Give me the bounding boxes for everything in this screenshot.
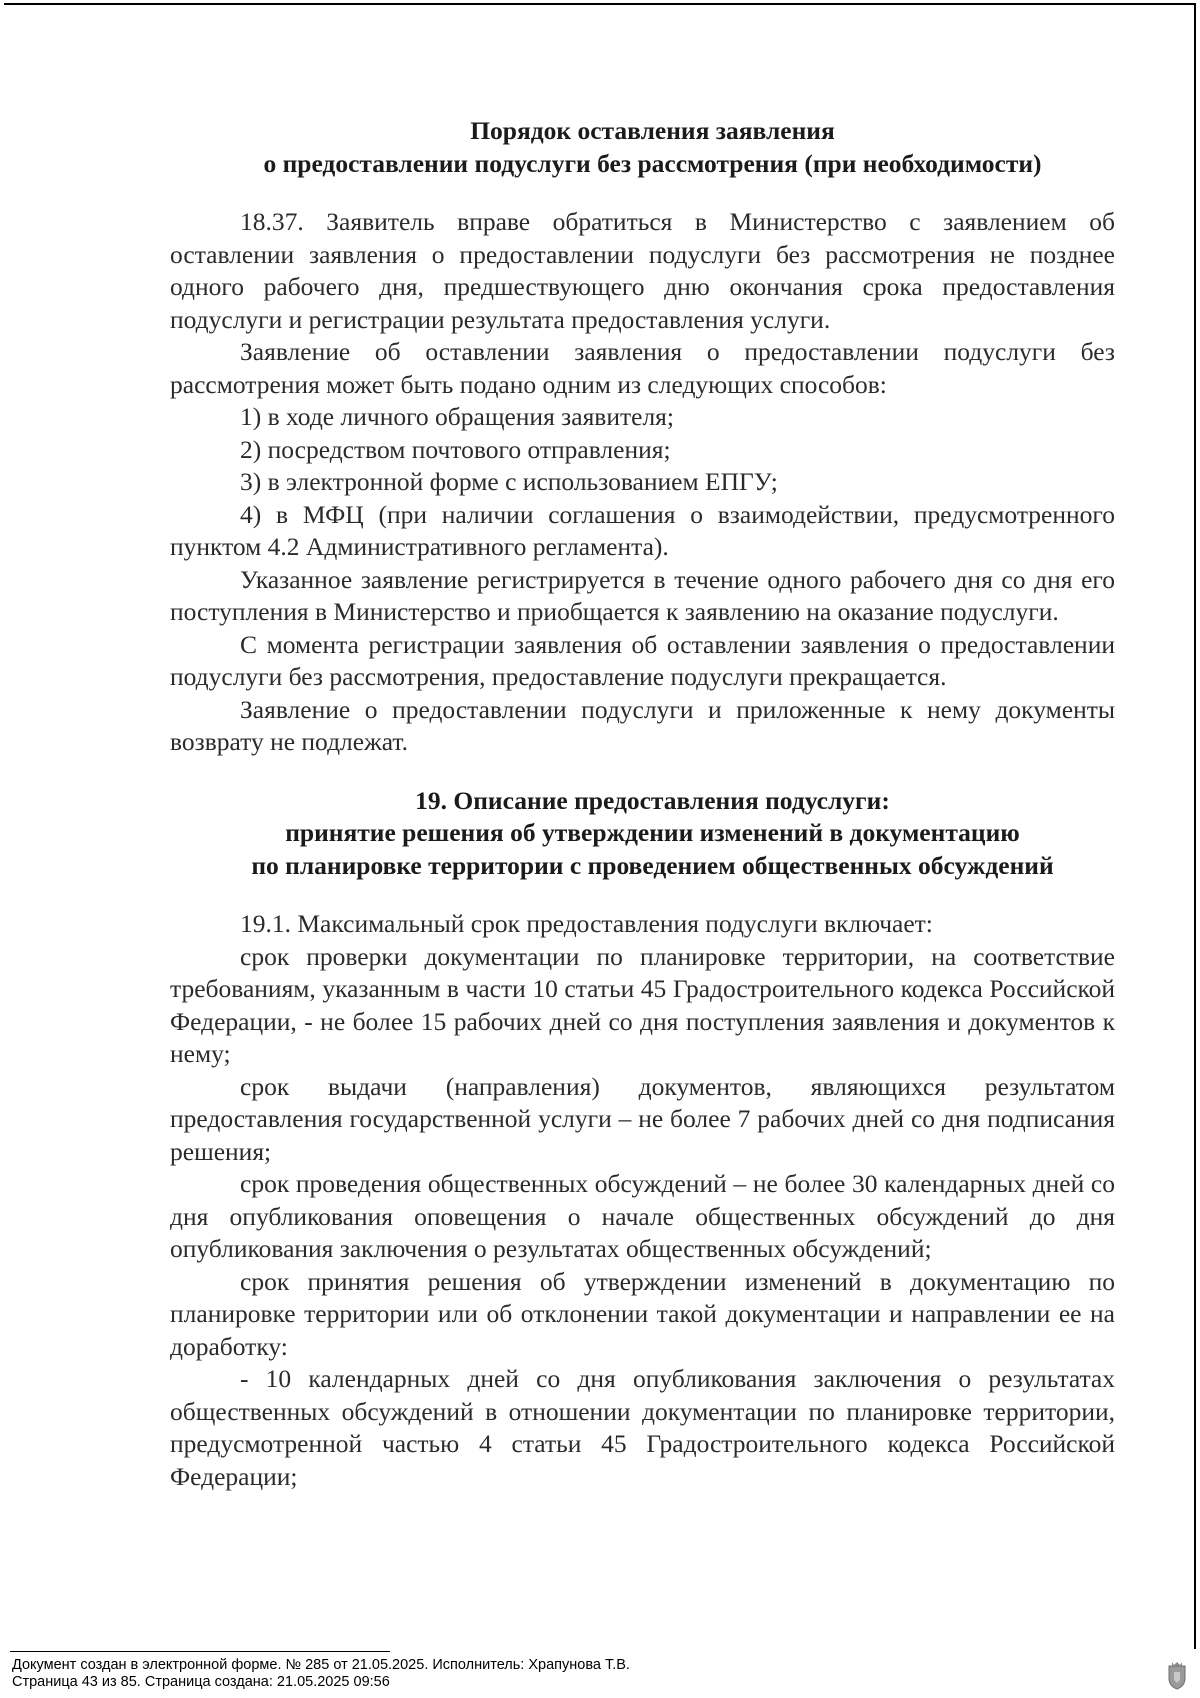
list-item: 3) в электронной форме с использованием ЕПГУ;	[240, 467, 778, 496]
paragraph: - 10 календарных дней со дня опубликования заключения о результатах общественных обсуждений в отношении документации по планировке территории, предусмотренной частью 4 статьи 45 Градостроительного кодекса Российской Федерации;	[170, 1364, 1115, 1491]
paragraph: Указанное заявление регистрируется в течение одного рабочего дня со дня его поступления в Министерство и приобщается к заявлению на оказание подуслуги.	[170, 564, 1115, 626]
list-item: 2) посредством почтового отправления;	[240, 434, 671, 464]
list-item: 4) в МФЦ (при наличии соглашения о взаимодействии, предусмотренного пунктом 4.2 Административного регламента).	[170, 499, 1115, 561]
paragraph: Заявление об оставлении заявления о предоставлении подуслуги без рассмотрения может быть подано одним из следующих способов:	[170, 337, 1115, 399]
paragraph: 19.1. Максимальный срок предоставления подуслуги включает:	[240, 909, 933, 938]
paragraph: срок выдачи (направления) документов, являющихся результатом предоставления государственной услуги – не более 7 рабочих дней со дня подписания решения;	[170, 1071, 1115, 1166]
paragraph: Заявление о предоставлении подуслуги и приложенные к нему документы возврату не подлежат.	[170, 694, 1115, 756]
heading-line: принятие решения об утверждении изменений в документацию	[285, 818, 1020, 847]
coat-of-arms-icon	[1166, 1660, 1188, 1690]
paragraph: 18.37. Заявитель вправе обратиться в Министерство с заявлением об оставлении заявления о предоставлении подуслуги без рассмотрения не позднее одного рабочего дня, предшествующего дню окончания срока предоставления подуслуги и регистрации результата предоставления услуги.	[170, 207, 1115, 334]
footer-divider	[10, 1651, 390, 1652]
heading-line: 19. Описание предоставления подуслуги:	[415, 785, 890, 815]
paragraph: срок проведения общественных обсуждений – не более 30 календарных дней со дня опубликования оповещения о начале общественных обсуждений до дня опубликования заключения о результатах общественных обсуждений;	[170, 1169, 1115, 1263]
section-heading-19	[170, 785, 1115, 883]
scan-border-top	[4, 3, 1196, 5]
heading-line: о предоставлении подуслуги без рассмотрения (при необходимости)	[263, 148, 1042, 178]
footer-text	[12, 1657, 630, 1691]
footer-line: Документ создан в электронной форме. № 285 от 21.05.2025. Исполнитель: Храпунова Т.В.	[12, 1657, 630, 1673]
paragraph: С момента регистрации заявления об оставлении заявления о предоставлении подуслуги без рассмотрения, предоставление подуслуги прекращается.	[170, 629, 1115, 691]
heading-line: Порядок оставления заявления	[470, 116, 835, 145]
list-item: 1) в ходе личного обращения заявителя;	[240, 402, 674, 431]
document-footer	[0, 1650, 1200, 1698]
heading-line: по планировке территории с проведением общественных обсуждений	[251, 850, 1054, 880]
paragraph: срок проверки документации по планировке территории, на соответствие требованиям, указанным в части 10 статьи 45 Градостроительного кодекса Российской Федерации, - не более 15 рабочих дней со дня поступления заявления и документов к нему;	[170, 941, 1115, 1068]
paragraph: срок принятия решения об утверждении изменений в документацию по планировке территории или об отклонении такой документации и направлении ее на доработку:	[170, 1266, 1115, 1361]
section-heading-withdrawal	[170, 115, 1115, 180]
document-body	[170, 115, 1115, 1493]
scan-border-right	[1194, 4, 1196, 1649]
footer-line: Страница 43 из 85. Страница создана: 21.05.2025 09:56	[12, 1674, 390, 1690]
